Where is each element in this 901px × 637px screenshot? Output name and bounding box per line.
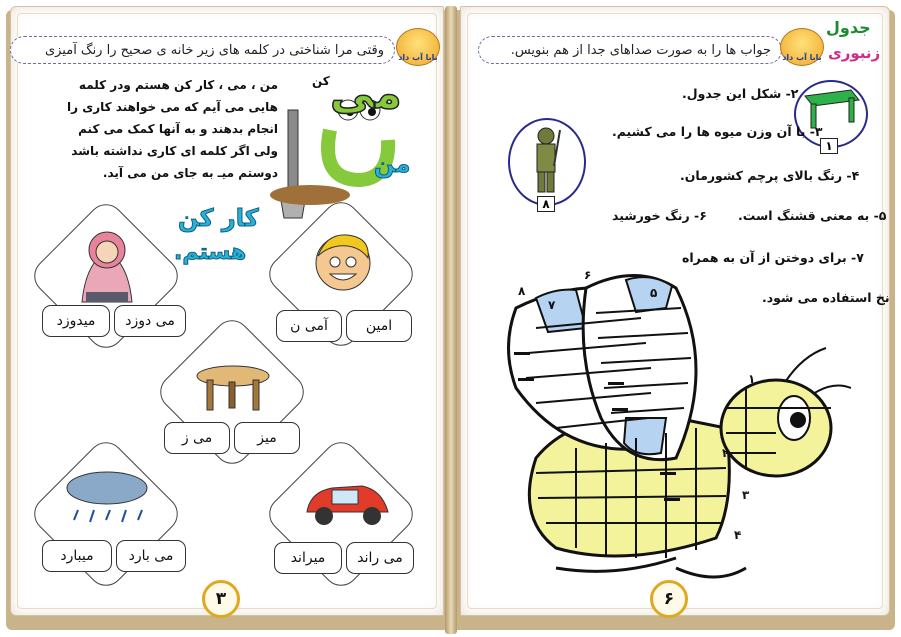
grid-number-8: ۸ [518,284,526,298]
right-page-number: ۶ [650,580,688,618]
clue-2: ۲- شکل این جدول. [682,86,799,101]
grid-number-7: ۷ [548,298,556,312]
clue-3: ۳- با آن وزن میوه ها را می کشیم. [612,124,823,139]
word-car-a[interactable]: میراند [274,542,342,574]
clue-7-continued: نخ استفاده می شود. [762,290,890,305]
answer-dash [514,352,530,355]
clue-5: ۵- به معنی قشنگ است. [738,208,887,223]
grid-number-4: ۴ [734,528,742,542]
mascot-phrase-3: هستم. [174,240,247,265]
intro-line: هایی می آیم که می خواهند کاری را [67,100,278,114]
table-picture-number: ۱ [820,138,838,154]
book-spine [445,6,457,634]
word-rain-b[interactable]: می بارد [116,540,186,572]
right-instruction-banner [478,36,782,64]
clue-6: ۶- رنگ خورشید [612,208,707,223]
grid-number-2: ۲ [722,446,730,460]
right-logo [780,28,824,66]
clue-7: ۷- برای دوختن از آن به همراه [682,250,864,265]
grid-number-5: ۵ [650,286,658,300]
left-logo [396,28,440,66]
mascot-word: می [330,68,402,119]
word-girl-a[interactable]: میدوزد [42,305,110,337]
left-instruction-text: وقتی مرا شناختی در کلمه های زیر خانه ی صحیح را رنگ آمیزی [44,42,384,58]
answer-dash [612,408,628,411]
grid-number-3: ۳ [742,488,750,502]
intro-line: ولی اگر کلمه ای کاری نداشته باشد [71,144,278,158]
intro-line: دوستم میـ به جای من می آید. [102,166,278,180]
table-illustration [193,366,273,416]
mascot-phrase-2: کار کن [178,204,259,232]
right-logo-text: بابا آب داد [782,53,822,62]
right-title-2: زنبوری [828,44,881,62]
girl-illustration [72,222,142,302]
word-car-b[interactable]: می راند [346,542,414,574]
grid-number-1: ۱ [748,372,756,386]
left-instruction-banner [10,36,395,64]
soldier-icon [528,126,568,196]
intro-line: انجام بدهند و به آنها کمک می کنم [78,122,278,136]
mascot-phrase-1: من [374,150,411,178]
answer-dash [664,498,680,501]
word-girl-b[interactable]: می دوزد [114,305,186,337]
answer-dash [608,382,624,385]
answer-dash [660,472,676,475]
clue-4: ۴- رنگ بالای پرچم کشورمان. [680,168,860,183]
word-boy-a[interactable]: آمی ن [276,310,342,342]
car-illustration [302,472,392,532]
bee-crossword [476,268,856,598]
left-logo-text: بابا آب داد [398,53,438,62]
word-table-b[interactable]: میز [234,422,300,454]
soldier-picture-number: ۸ [537,196,555,212]
word-rain-a[interactable]: میبارد [42,540,112,572]
word-table-a[interactable]: می ز [164,422,230,454]
mascot-small-word: کن [312,74,330,88]
right-title-1: جدول [826,18,871,37]
word-boy-b[interactable]: امین [346,310,412,342]
answer-dash [518,378,534,381]
grid-number-6: ۶ [584,268,592,282]
rain-illustration [62,470,152,530]
intro-paragraph [42,74,278,184]
intro-line: من ، می ، کار کن هستم ودر کلمه [78,78,278,92]
boy-illustration [308,228,378,298]
right-instruction-text: جواب ها را به صورت صداهای جدا از هم بنویس. [510,42,771,58]
left-page-number: ۳ [202,580,240,618]
